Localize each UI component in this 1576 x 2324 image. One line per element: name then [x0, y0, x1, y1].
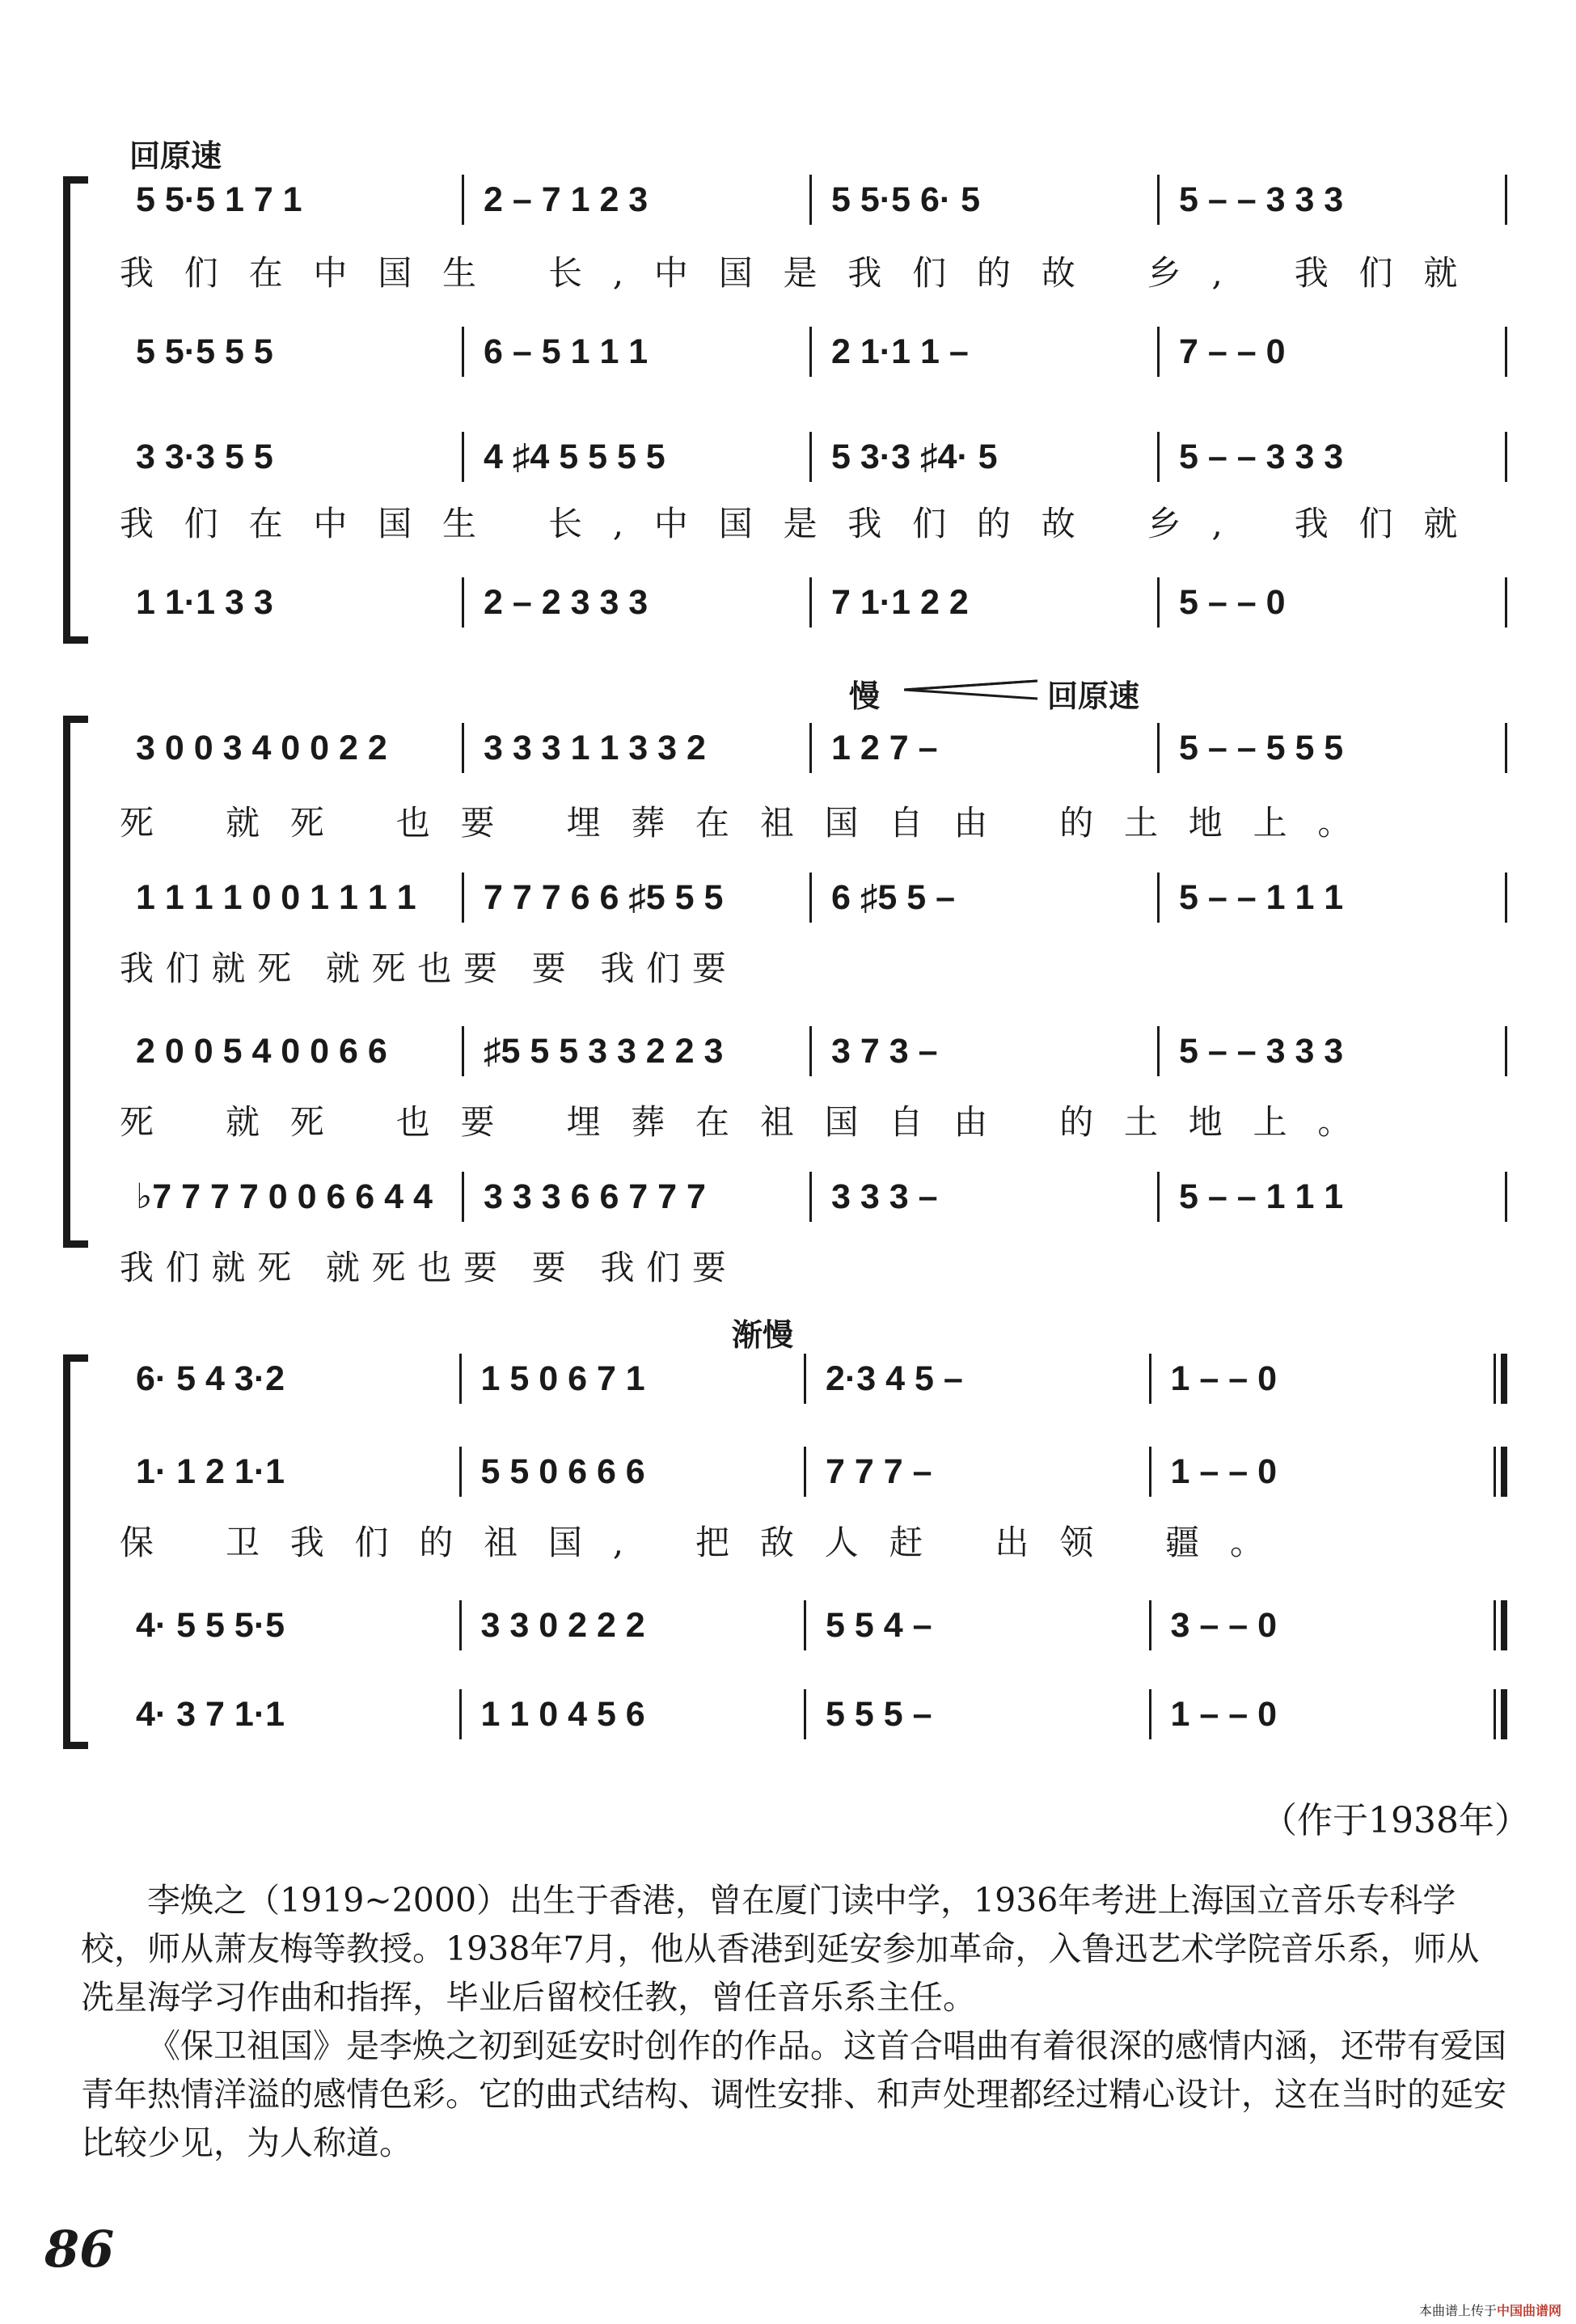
measure: 5 – – 3 3 3 [1179, 180, 1344, 219]
measure: 3 3 3 6 6 7 7 7 [484, 1177, 706, 1216]
final-barline [1494, 1447, 1507, 1497]
staff-tenor [120, 1023, 1511, 1080]
system-bracket [63, 176, 88, 644]
measure: 2 – 2 3 3 3 [484, 582, 649, 622]
measure: 4· 5 5 5·5 [136, 1605, 285, 1645]
measure: 5 5 5 – [826, 1694, 932, 1734]
barline [804, 1689, 806, 1739]
staff-soprano [120, 720, 1511, 776]
barline [809, 327, 812, 377]
barline [809, 175, 812, 225]
measure: 6 – 5 1 1 1 [484, 332, 649, 371]
barline [459, 1689, 462, 1739]
measure: ♭7 7 7 7 0 0 6 6 4 4 [136, 1177, 433, 1216]
staff-alto [120, 323, 1511, 380]
barline [809, 1026, 812, 1076]
barline [804, 1354, 806, 1404]
barline [459, 1447, 462, 1497]
measure: 5 – – 1 1 1 [1179, 877, 1344, 917]
barline [1505, 1026, 1507, 1076]
measure: 3 7 3 – [831, 1031, 938, 1071]
bio-paragraph: 李焕之（1919~2000）出生于香港，曾在厦门读中学，1936年考进上海国立音乐专科学校，师从萧友梅等教授。1938年7月，他从香港到延安参加革命，入鲁迅艺术学院音乐系，师从冼星海学习作曲和指挥，毕业后留校任教，曾任音乐系主任。 [81, 1881, 1480, 2017]
measure: 1 1·1 3 3 [136, 582, 273, 622]
footer-prefix: 本曲谱上传于 [1419, 2303, 1498, 2318]
page-number: 86 [44, 2220, 115, 2279]
measure: 3 3·3 5 5 [136, 437, 273, 476]
barline [1157, 577, 1160, 627]
barline [809, 432, 812, 482]
staff-tenor [120, 429, 1511, 485]
lyric-line: 我们在中国生 长,中国是我们的故 乡, 我们就 [120, 253, 1489, 293]
barline [1157, 175, 1160, 225]
barline [1505, 327, 1507, 377]
barline [1505, 432, 1507, 482]
staff-bass [120, 574, 1511, 631]
barline [462, 1026, 464, 1076]
measure: 5 – – 3 3 3 [1179, 437, 1344, 476]
barline [1157, 873, 1160, 923]
lyric-line: 我们在中国生 长,中国是我们的故 乡, 我们就 [120, 504, 1489, 543]
staff-alto [120, 869, 1511, 926]
measure: 5 5·5 1 7 1 [136, 180, 302, 219]
footer-brand: 中国曲谱网 [1497, 2303, 1562, 2318]
staff-soprano [120, 171, 1511, 228]
final-barline [1494, 1600, 1507, 1650]
staff-alto [120, 1443, 1511, 1500]
measure: 7 7 7 6 6 ♯5 5 5 [484, 877, 724, 917]
barline [1157, 327, 1160, 377]
barline [804, 1447, 806, 1497]
barline [1157, 723, 1160, 773]
barline [462, 327, 464, 377]
measure: 2 1·1 1 – [831, 332, 969, 371]
measure: 3 3 3 1 1 3 3 2 [484, 728, 706, 767]
measure: 3 3 0 2 2 2 [480, 1605, 645, 1645]
measure: 1 2 7 – [831, 728, 938, 767]
measure: 7 7 7 – [826, 1451, 932, 1491]
final-barline [1494, 1689, 1507, 1739]
measure: 5 5·5 6· 5 [831, 180, 981, 219]
bio-paragraph: 《保卫祖国》是李焕之初到延安时创作的作品。这首合唱曲有着很深的感情内涵，还带有爱国青年热情洋溢的感情色彩。它的曲式结构、调性安排、和声处理都经过精心设计，这在当时的延安比较少见，为人称道。 [81, 2026, 1506, 2162]
measure: 7 1·1 2 2 [831, 582, 969, 622]
final-barline [1494, 1354, 1507, 1404]
barline [1505, 175, 1507, 225]
barline [462, 723, 464, 773]
measure: 3 – – 0 [1170, 1605, 1277, 1645]
barline [459, 1354, 462, 1404]
measure: 4 ♯4 5 5 5 5 [484, 437, 665, 476]
measure: 1 – – 0 [1170, 1451, 1277, 1491]
barline [1505, 873, 1507, 923]
measure: 5 – – 0 [1179, 582, 1286, 622]
measure: 1 1 0 4 5 6 [480, 1694, 645, 1734]
lyric-line: 死 就死 也要 埋葬在祖国自由 的土地上。 [120, 803, 1383, 843]
system-bracket [63, 716, 88, 1248]
lyric-line: 我们就死 就死也要 要 我们要 [120, 1248, 738, 1287]
measure: 7 – – 0 [1179, 332, 1286, 371]
measure: 1 1 1 1 0 0 1 1 1 1 [136, 877, 416, 917]
barline [462, 1172, 464, 1222]
barline [462, 873, 464, 923]
measure: 2 – 7 1 2 3 [484, 180, 649, 219]
barline [809, 577, 812, 627]
barline [804, 1600, 806, 1650]
barline [459, 1600, 462, 1650]
measure: 2 0 0 5 4 0 0 6 6 [136, 1031, 387, 1071]
tempo-mark: 渐慢 [732, 1317, 794, 1353]
barline [1157, 432, 1160, 482]
measure: 2·3 4 5 – [826, 1358, 963, 1398]
barline [462, 577, 464, 627]
barline [1157, 1026, 1160, 1076]
measure: 5 5·5 5 5 [136, 332, 273, 371]
measure: 5 5 4 – [826, 1605, 932, 1645]
lyric-line: 保 卫我们的祖国, 把敌人赶 出领 疆。 [120, 1523, 1295, 1562]
barline [1505, 577, 1507, 627]
measure: 5 – – 5 5 5 [1179, 728, 1344, 767]
measure: 1 – – 0 [1170, 1358, 1277, 1398]
crescendo-hairpin [904, 678, 1042, 702]
measure: ♯5 5 5 3 3 2 2 3 [484, 1031, 724, 1071]
barline [1149, 1600, 1151, 1650]
barline [809, 1172, 812, 1222]
composition-date: （作于1938年） [1261, 1800, 1530, 1841]
measure: 1· 1 2 1·1 [136, 1451, 285, 1491]
barline [462, 175, 464, 225]
measure: 3 0 0 3 4 0 0 2 2 [136, 728, 387, 767]
lyric-line: 死 就死 也要 埋葬在祖国自由 的土地上。 [120, 1102, 1383, 1142]
barline [462, 432, 464, 482]
measure: 5 – – 1 1 1 [1179, 1177, 1344, 1216]
measure: 1 – – 0 [1170, 1694, 1277, 1734]
barline [1157, 1172, 1160, 1222]
measure: 5 5 0 6 6 6 [480, 1451, 645, 1491]
system-bracket [63, 1354, 88, 1749]
measure: 5 – – 3 3 3 [1179, 1031, 1344, 1071]
measure: 6 ♯5 5 – [831, 877, 955, 917]
barline [809, 873, 812, 923]
staff-tenor [120, 1597, 1511, 1654]
barline [1149, 1447, 1151, 1497]
measure: 3 3 3 – [831, 1177, 938, 1216]
measure: 5 3·3 ♯4· 5 [831, 437, 998, 476]
composer-bio [81, 1876, 1512, 2167]
tempo-slow: 慢 [849, 678, 881, 714]
footer-watermark [1419, 2301, 1561, 2319]
staff-soprano [120, 1350, 1511, 1407]
staff-bass [120, 1168, 1511, 1225]
barline [1149, 1354, 1151, 1404]
staff-bass [120, 1686, 1511, 1743]
tempo-return: 回原速 [1047, 678, 1140, 714]
lyric-line: 我们就死 就死也要 要 我们要 [120, 949, 738, 988]
barline [809, 723, 812, 773]
measure: 6· 5 4 3·2 [136, 1358, 285, 1398]
tempo-mark: 回原速 [129, 138, 222, 174]
measure: 1 5 0 6 7 1 [480, 1358, 645, 1398]
barline [1505, 1172, 1507, 1222]
barline [1149, 1689, 1151, 1739]
barline [1505, 723, 1507, 773]
measure: 4· 3 7 1·1 [136, 1694, 285, 1734]
